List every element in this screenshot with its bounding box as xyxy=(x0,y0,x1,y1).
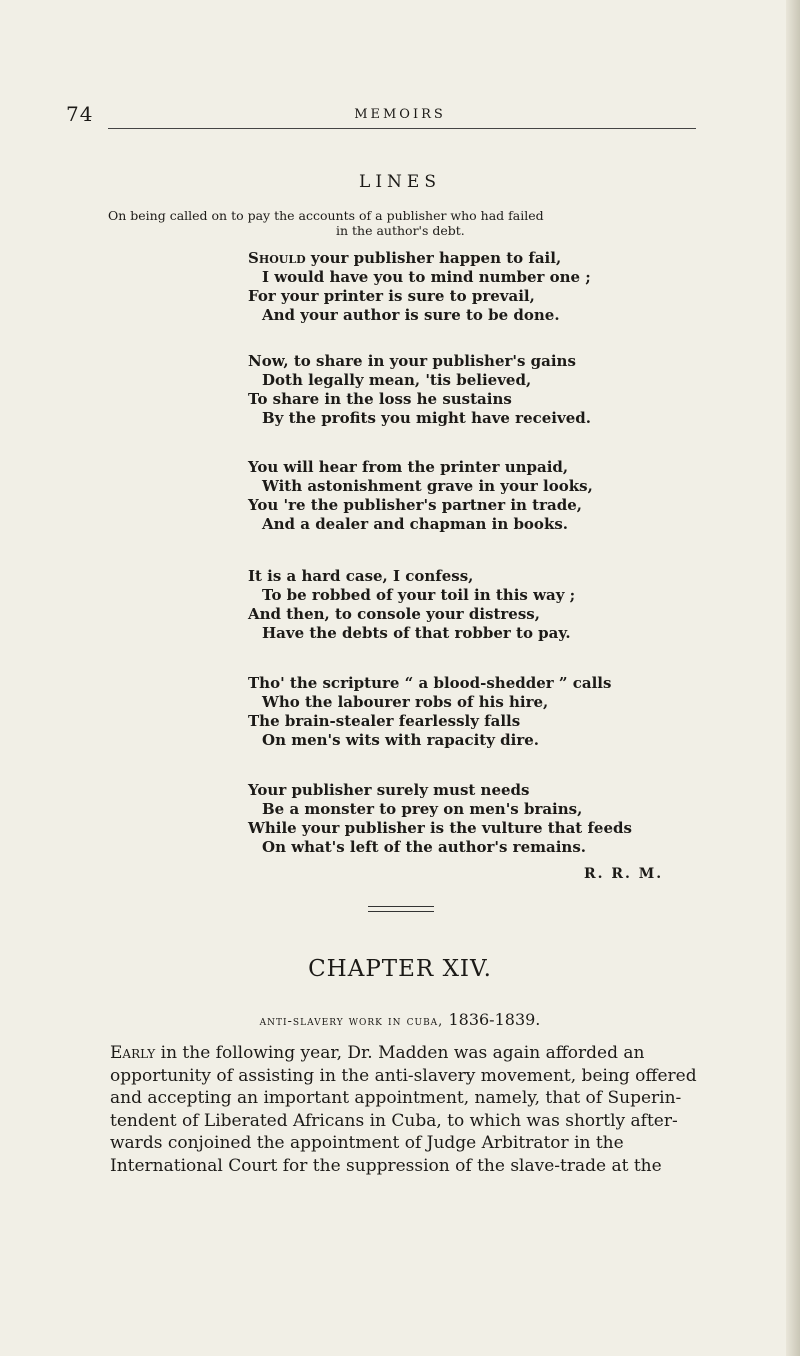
page-number: 74 xyxy=(66,102,94,126)
stanza-6 xyxy=(248,781,728,857)
running-head: MEMOIRS xyxy=(354,107,446,122)
verse-line: You 're the publisher's partner in trade, xyxy=(248,496,582,514)
poem-signature: R. R. M. xyxy=(584,866,664,882)
verse-line: I would have you to mind number one ; xyxy=(262,268,591,286)
verse-line: To be robbed of your toil in this way ; xyxy=(262,586,576,604)
body-line: tendent of Liberated Africans in Cuba, to which was shortly after- xyxy=(110,1110,678,1131)
body-line: and accepting an important appointment, namely, that of Superin- xyxy=(110,1088,682,1108)
verse-line: Tho' the scripture “ a blood-shedder ” calls xyxy=(248,674,612,692)
verse-line: Be a monster to prey on men's brains, xyxy=(262,800,583,818)
header-rule xyxy=(108,128,696,129)
body-line: wards conjoined the appointment of Judge Arbitrator in the xyxy=(110,1133,624,1153)
chapter-subtitle xyxy=(0,1010,800,1029)
chapter-subtitle-text: anti-slavery work in cuba, xyxy=(259,1014,444,1029)
dedication-line: On being called on to pay the accounts of a publisher who had failed xyxy=(108,208,544,223)
verse-line: Doth legally mean, 'tis believed, xyxy=(262,371,532,389)
poem-dedication xyxy=(108,208,708,238)
verse-line: On what's left of the author's remains. xyxy=(262,838,586,856)
verse-line: The brain-stealer fearlessly falls xyxy=(248,712,521,730)
body-line: International Court for the suppression of the slave-trade at the xyxy=(110,1155,662,1176)
verse-line: To share in the loss he sustains xyxy=(248,390,512,408)
dedication-line: in the author's debt. xyxy=(336,223,465,238)
stanza-3 xyxy=(248,458,728,534)
verse-line: While your publisher is the vulture that feeds xyxy=(248,819,632,837)
verse-line: Who the labourer robs of his hire, xyxy=(262,693,549,711)
verse-line: For your printer is sure to prevail, xyxy=(248,287,535,305)
verse-line: And a dealer and chapman in books. xyxy=(262,515,568,533)
body-line: opportunity of assisting in the anti-slavery movement, being offered xyxy=(110,1065,697,1086)
verse-line: Have the debts of that robber to pay. xyxy=(262,624,571,642)
verse-line: By the profits you might have received. xyxy=(262,409,591,427)
chapter-body xyxy=(110,1042,700,1177)
body-line: Early in the following year, Dr. Madden was again afforded an xyxy=(110,1043,645,1063)
verse-line: Your publisher surely must needs xyxy=(248,781,530,799)
verse-line: And your author is sure to be done. xyxy=(262,306,560,324)
verse-line: And then, to console your distress, xyxy=(248,605,540,623)
stanza-2 xyxy=(248,352,728,428)
stanza-4 xyxy=(248,567,728,643)
stanza-5 xyxy=(248,674,728,750)
section-separator xyxy=(368,906,434,912)
stanza-1 xyxy=(248,249,728,325)
drop-word: Should xyxy=(248,249,306,267)
verse-line: With astonishment grave in your looks, xyxy=(262,477,593,495)
verse-line: On men's wits with rapacity dire. xyxy=(262,731,540,749)
drop-word: Early xyxy=(110,1043,156,1063)
chapter-title: CHAPTER XIV. xyxy=(308,956,492,982)
verse-line: It is a hard case, I confess, xyxy=(248,567,474,585)
page-edge-shadow xyxy=(786,0,800,1356)
chapter-years: 1836-1839. xyxy=(448,1010,541,1029)
verse-line: You will hear from the printer unpaid, xyxy=(248,458,569,476)
verse-line: Should your publisher happen to fail, xyxy=(248,249,562,267)
poem-title: LINES xyxy=(359,172,441,192)
verse-line: Now, to share in your publisher's gains xyxy=(248,352,576,370)
